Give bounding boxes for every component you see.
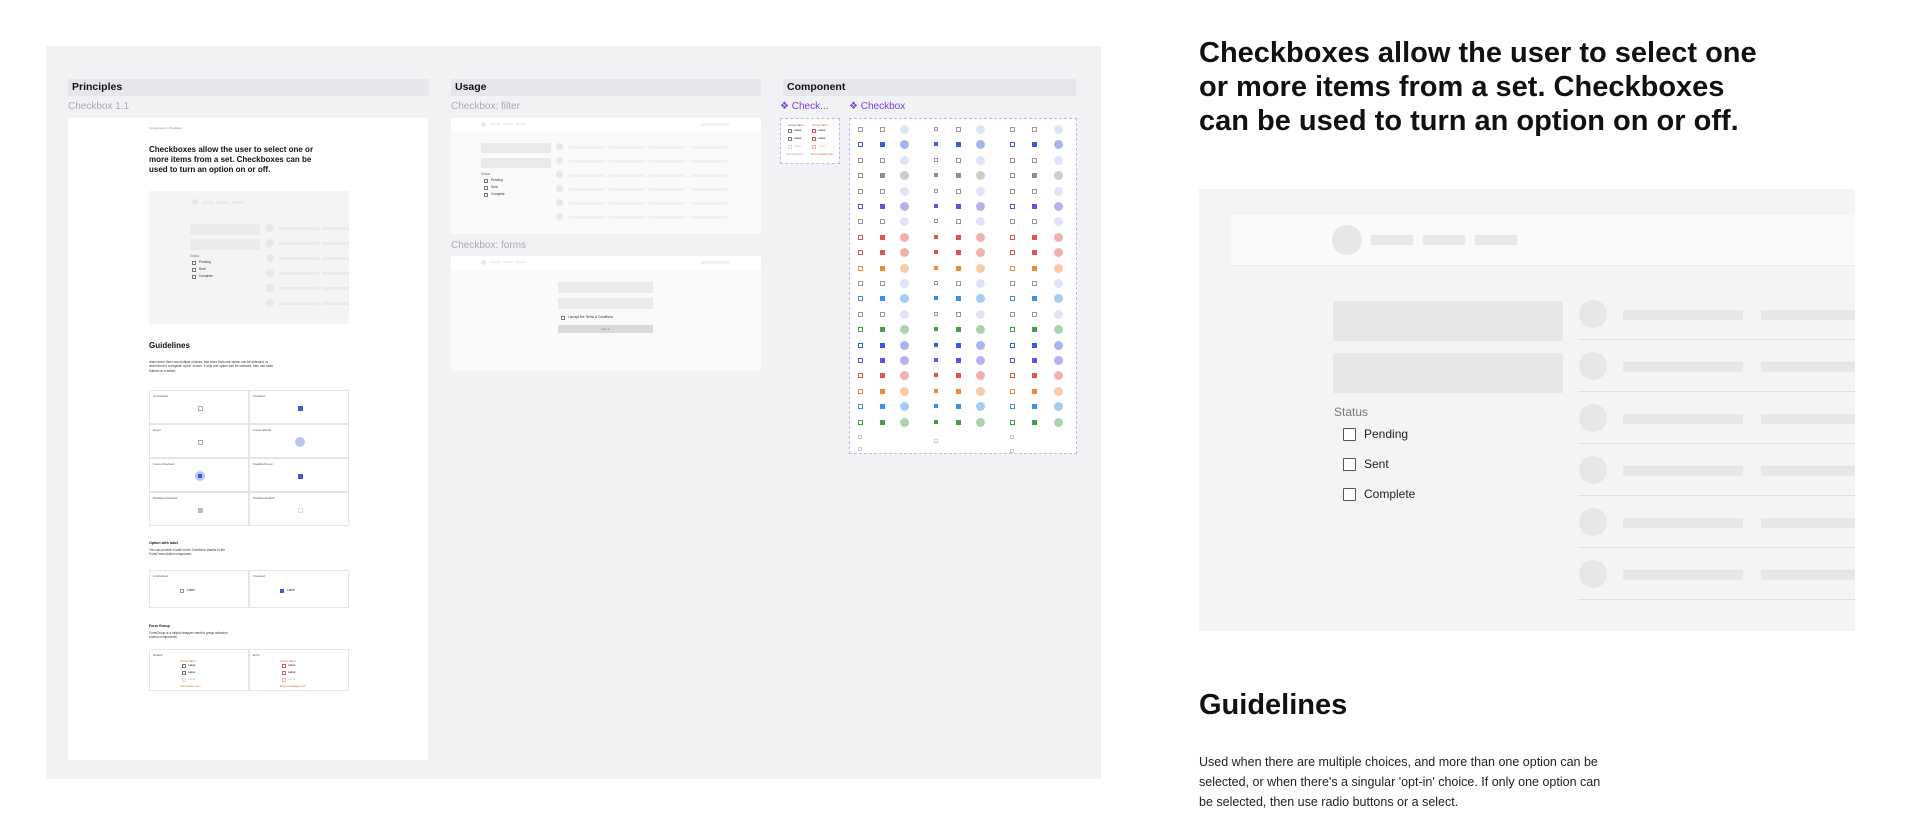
variant-swatch (1054, 140, 1063, 149)
variant-swatch (1032, 189, 1037, 194)
variant-swatch (880, 281, 885, 286)
variant-swatch (934, 281, 938, 285)
variant-swatch (1010, 204, 1015, 209)
variant-swatch (934, 204, 938, 208)
mini-label-heading: Option with label (149, 541, 178, 545)
state-cell-3[interactable]: Focus default (249, 424, 349, 458)
variant-swatch (934, 158, 938, 162)
variant-swatch (1010, 312, 1015, 317)
mini-breadcrumb: Components / Checkbox (149, 126, 182, 130)
variant-swatch (934, 142, 938, 146)
variant-swatch (900, 279, 909, 288)
variant-swatch (956, 281, 961, 286)
variant-swatch (880, 266, 885, 271)
variant-swatch (934, 250, 938, 254)
variant-swatch (858, 447, 862, 451)
variant-swatch (956, 219, 961, 224)
frame-component-group[interactable]: Group label Group label Label Label Label Label Label Label Informative text Error message text (780, 118, 840, 164)
variant-swatch (934, 173, 938, 177)
variant-swatch (858, 158, 863, 163)
variant-swatch (976, 217, 985, 226)
state-cell-1[interactable]: Checked (249, 390, 349, 424)
variant-swatch (858, 312, 863, 317)
mini-label-text: You can provide a label to the Checkbox thanks to the FormControlLabel component. (149, 548, 226, 557)
variant-swatch (1010, 327, 1015, 332)
variant-swatch (900, 217, 909, 226)
component-label-checkbox[interactable]: ❖ Checkbox (849, 101, 906, 112)
design-canvas[interactable] (46, 46, 1101, 779)
variant-swatch (880, 358, 885, 363)
variant-swatch (900, 402, 909, 411)
variant-swatch (858, 250, 863, 255)
variant-swatch (1054, 248, 1063, 257)
variant-swatch (1010, 189, 1015, 194)
variant-swatch (900, 341, 909, 350)
variant-swatch (880, 296, 885, 301)
variant-swatch (1054, 125, 1063, 134)
guidelines-text: Used when there are multiple choices, and more than one option can be selected, or when there's a singular 'opt-in' choice. If only one option can be selected, then use radio buttons or a select. (1199, 755, 1601, 809)
variant-swatch (956, 266, 961, 271)
variant-swatch (956, 173, 961, 178)
frame-label-filter[interactable]: Checkbox: filter (451, 101, 520, 112)
variant-swatch (976, 402, 985, 411)
variant-swatch (1010, 435, 1014, 439)
variant-swatch (1032, 235, 1037, 240)
variant-swatch (858, 127, 863, 132)
filter-option-2: Complete (491, 192, 505, 196)
variant-swatch (934, 219, 938, 223)
section-header-principles[interactable]: Principles (68, 79, 429, 96)
variant-swatch (880, 204, 885, 209)
checkbox-complete[interactable] (1343, 488, 1356, 501)
variant-swatch (880, 127, 885, 132)
variant-swatch (1010, 389, 1015, 394)
variant-swatch (956, 158, 961, 163)
variant-swatch (976, 248, 985, 257)
variant-swatch (1054, 202, 1063, 211)
mini-group-heading: Form Group (149, 624, 170, 628)
variant-swatch (934, 373, 938, 377)
checkbox-sent-label[interactable]: Sent (1364, 457, 1389, 471)
variant-swatch (900, 187, 909, 196)
variant-swatch (934, 343, 938, 347)
variant-swatch (934, 389, 938, 393)
variant-swatch (858, 389, 863, 394)
variant-swatch (900, 202, 909, 211)
variant-swatch (858, 219, 863, 224)
state-cell-2[interactable]: Hover (149, 424, 249, 458)
variant-swatch (956, 296, 961, 301)
variant-swatch (934, 127, 938, 131)
variant-swatch (1054, 217, 1063, 226)
variant-swatch (934, 312, 938, 316)
frame-label-forms[interactable]: Checkbox: forms (451, 240, 527, 251)
variant-swatch (976, 387, 985, 396)
group-cell-error[interactable]: Error Group label Label Label Label Error message text (249, 649, 349, 691)
preview-topbar (1231, 215, 1855, 266)
variant-swatch (858, 343, 863, 348)
variant-swatch (1010, 373, 1015, 378)
status-label: Status (1334, 405, 1369, 419)
variant-swatch (956, 327, 961, 332)
variant-swatch (1010, 404, 1015, 409)
variant-swatch (976, 341, 985, 350)
variant-swatch (1010, 235, 1015, 240)
variant-swatch (900, 264, 909, 273)
variant-swatch (1032, 404, 1037, 409)
group-cell-default[interactable]: Default Group label Label Label Label Informative text (149, 649, 249, 691)
variant-swatch (934, 404, 938, 408)
variant-swatch (1032, 373, 1037, 378)
mini-group-text: FormGroup is a helpful wrapper used to group selection control components. (149, 631, 228, 640)
frame-checkbox-filter[interactable] (451, 118, 761, 234)
variant-swatch (1010, 358, 1015, 363)
variant-swatch (1032, 312, 1037, 317)
variant-swatch (934, 358, 938, 362)
variant-swatch (1054, 356, 1063, 365)
variant-swatch (976, 294, 985, 303)
variant-swatch (1054, 310, 1063, 319)
section-header-usage[interactable]: Usage (451, 79, 761, 96)
variant-swatch (880, 327, 885, 332)
variant-swatch (1032, 250, 1037, 255)
forms-submit-button[interactable]: Sign in (558, 325, 653, 333)
section-header-component[interactable]: Component (783, 79, 1076, 96)
variant-swatch (1054, 387, 1063, 396)
variant-swatch (934, 420, 938, 424)
preview-field-1 (1333, 301, 1563, 341)
variant-grid (850, 119, 1077, 454)
mini-option-1: Sent (199, 267, 206, 271)
variant-swatch (858, 373, 863, 378)
variant-swatch (976, 187, 985, 196)
variant-swatch (900, 356, 909, 365)
variant-swatch (858, 281, 863, 286)
variant-swatch (956, 127, 961, 132)
guidelines-heading: Guidelines (1199, 689, 1348, 721)
variant-swatch (1054, 418, 1063, 427)
mini-guidelines-text: Used when there are multiple choices, and more than one option can be selected, or when there's a singular 'opt-in' choice. If only one option can be selected, then use radio buttons or a select. (149, 360, 274, 373)
variant-swatch (1010, 343, 1015, 348)
frame-checkbox-forms[interactable] (451, 256, 761, 371)
variant-swatch (1010, 449, 1014, 453)
variant-swatch (900, 325, 909, 334)
variant-swatch (956, 235, 961, 240)
variant-swatch (880, 235, 885, 240)
mini-option-2: Complete (199, 274, 213, 278)
variant-swatch (1032, 296, 1037, 301)
filter-option-1: Sent (491, 185, 498, 189)
variant-swatch (1010, 219, 1015, 224)
variant-swatch (1010, 266, 1015, 271)
variant-swatch (956, 343, 961, 348)
variant-swatch (1010, 173, 1015, 178)
frame-checkbox-variants[interactable] (849, 118, 1077, 454)
variant-swatch (1032, 358, 1037, 363)
variant-swatch (1032, 173, 1037, 178)
variant-swatch (976, 171, 985, 180)
frame-checkbox-1-1[interactable] (68, 118, 428, 760)
variant-swatch (880, 343, 885, 348)
label-cell-0[interactable]: Unchecked Label (149, 570, 249, 608)
variant-swatch (1054, 402, 1063, 411)
variant-swatch (880, 142, 885, 147)
variant-swatch (858, 420, 863, 425)
variant-swatch (1054, 187, 1063, 196)
mini-preview (149, 191, 349, 324)
variant-swatch (858, 189, 863, 194)
variant-swatch (1032, 327, 1037, 332)
variant-swatch (900, 140, 909, 149)
mini-title: Checkboxes allow the user to select one or more items from a set. Checkboxes can be used to turn an option on or off. (149, 145, 314, 174)
variant-swatch (956, 404, 961, 409)
variant-swatch (956, 358, 961, 363)
variant-swatch (976, 310, 985, 319)
state-cell-5[interactable]: Disabled hover (249, 458, 349, 492)
variant-swatch (976, 140, 985, 149)
variant-swatch (880, 373, 885, 378)
mini-option-0: Pending (199, 260, 211, 264)
variant-swatch (956, 312, 961, 317)
variant-swatch (1032, 389, 1037, 394)
state-cell-7[interactable]: Disabled default (249, 492, 349, 526)
variant-swatch (900, 125, 909, 134)
variant-swatch (976, 325, 985, 334)
variant-swatch (956, 189, 961, 194)
variant-swatch (880, 173, 885, 178)
variant-swatch (1054, 294, 1063, 303)
variant-swatch (956, 204, 961, 209)
variant-swatch (976, 264, 985, 273)
filter-preview (1199, 189, 1855, 631)
variant-swatch (1032, 343, 1037, 348)
variant-swatch (1032, 142, 1037, 147)
variant-swatch (1054, 325, 1063, 334)
variant-swatch (976, 371, 985, 380)
state-cell-0[interactable]: Unchecked (149, 390, 249, 424)
variant-swatch (900, 371, 909, 380)
variant-swatch (956, 373, 961, 378)
variant-swatch (900, 294, 909, 303)
mini-status-label: Status (190, 254, 200, 258)
variant-swatch (934, 235, 938, 239)
variant-swatch (1010, 296, 1015, 301)
variant-swatch (880, 420, 885, 425)
variant-swatch (880, 389, 885, 394)
variant-swatch (900, 387, 909, 396)
variant-swatch (858, 204, 863, 209)
variant-swatch (1010, 250, 1015, 255)
variant-swatch (976, 279, 985, 288)
forms-terms-label: I accept the Terms & Conditions (568, 315, 613, 319)
variant-swatch (858, 327, 863, 332)
page-title: Checkboxes allow the user to select one or more items from a set. Checkboxes can be used to turn an option on or off. (1199, 37, 1757, 137)
variant-swatch (976, 356, 985, 365)
state-cell-6[interactable]: Disabled Checked (149, 492, 249, 526)
preview-field-2 (1333, 353, 1563, 393)
variant-swatch (1054, 156, 1063, 165)
variant-swatch (1010, 281, 1015, 286)
variant-swatch (900, 418, 909, 427)
variant-swatch (934, 266, 938, 270)
variant-swatch (1032, 127, 1037, 132)
variant-swatch (880, 250, 885, 255)
variant-swatch (900, 171, 909, 180)
variant-swatch (1010, 158, 1015, 163)
avatar (1332, 225, 1362, 255)
variant-swatch (1032, 158, 1037, 163)
mini-guidelines-heading: Guidelines (149, 341, 190, 350)
variant-swatch (956, 250, 961, 255)
variant-swatch (900, 156, 909, 165)
variant-swatch (976, 202, 985, 211)
variant-swatch (1054, 341, 1063, 350)
variant-swatch (976, 125, 985, 134)
variant-swatch (956, 389, 961, 394)
variant-swatch (1054, 233, 1063, 242)
variant-swatch (976, 418, 985, 427)
checkbox-pending-label[interactable]: Pending (1364, 427, 1409, 441)
variant-swatch (1032, 266, 1037, 271)
variant-swatch (1032, 281, 1037, 286)
variant-swatch (1010, 142, 1015, 147)
state-cell-4[interactable]: Focus Checked (149, 458, 249, 492)
variant-swatch (934, 439, 938, 443)
variant-swatch (900, 310, 909, 319)
checkbox-complete-label[interactable]: Complete (1364, 487, 1416, 501)
variant-swatch (858, 358, 863, 363)
variant-swatch (858, 296, 863, 301)
checkbox-pending[interactable] (1343, 428, 1356, 441)
variant-swatch (934, 296, 938, 300)
variant-swatch (858, 404, 863, 409)
variant-swatch (1054, 279, 1063, 288)
variant-swatch (880, 189, 885, 194)
filter-status-label: Status (481, 172, 491, 176)
variant-swatch (976, 233, 985, 242)
variant-swatch (1032, 219, 1037, 224)
variant-swatch (900, 248, 909, 257)
variant-swatch (1054, 371, 1063, 380)
variant-swatch (858, 266, 863, 271)
variant-swatch (858, 435, 862, 439)
variant-swatch (880, 158, 885, 163)
variant-swatch (858, 173, 863, 178)
filter-option-0: Pending (491, 178, 503, 182)
variant-swatch (1054, 171, 1063, 180)
variant-swatch (858, 235, 863, 240)
variant-swatch (1054, 264, 1063, 273)
variant-swatch (880, 219, 885, 224)
variant-swatch (934, 327, 938, 331)
variant-swatch (1010, 127, 1015, 132)
frame-label-checkbox-1-1[interactable]: Checkbox 1.1 (68, 101, 130, 112)
variant-swatch (956, 420, 961, 425)
variant-swatch (1032, 204, 1037, 209)
checkbox-sent[interactable] (1343, 458, 1356, 471)
variant-swatch (900, 233, 909, 242)
variant-swatch (880, 404, 885, 409)
variant-swatch (1010, 420, 1015, 425)
variant-swatch (934, 189, 938, 193)
variant-swatch (976, 156, 985, 165)
variant-swatch (880, 312, 885, 317)
component-label-short[interactable]: ❖ Check... (780, 101, 829, 112)
variant-swatch (858, 142, 863, 147)
variant-swatch (1032, 420, 1037, 425)
label-cell-1[interactable]: Checked Label (249, 570, 349, 608)
variant-swatch (956, 142, 961, 147)
